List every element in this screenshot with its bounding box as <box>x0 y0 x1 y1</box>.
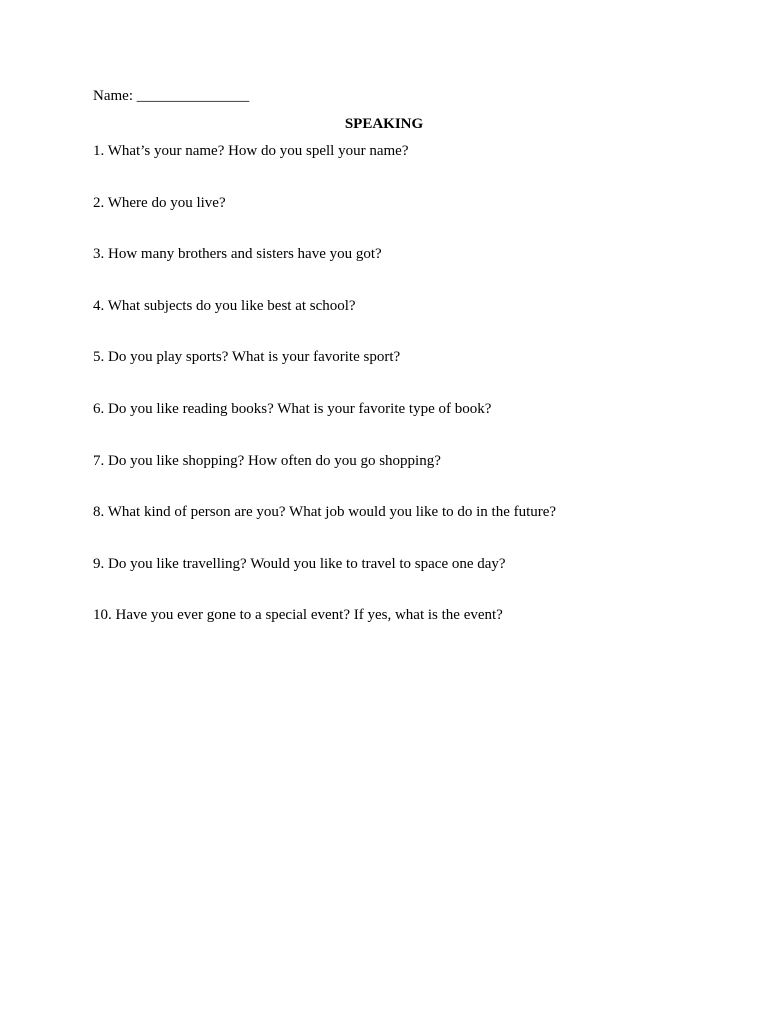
question-item: 2. Where do you live? <box>93 194 226 211</box>
question-item: 1. What’s your name? How do you spell your name? <box>93 143 409 159</box>
question-item: 9. Do you like travelling? Would you like to travel to space one day? <box>93 555 506 572</box>
question-item: 7. Do you like shopping? How often do you go shopping? <box>93 452 441 469</box>
question-item: 10. Have you ever gone to a special event? If yes, what is the event? <box>93 607 503 624</box>
question-item: 6. Do you like reading books? What is your favorite type of book? <box>93 400 492 417</box>
name-label: Name: <box>93 88 133 104</box>
question-item: 4. What subjects do you like best at school? <box>93 297 356 314</box>
question-list <box>93 141 556 657</box>
question-item: 8. What kind of person are you? What job would you like to do in the future? <box>93 504 557 521</box>
question-item: 3. How many brothers and sisters have you got? <box>93 246 382 263</box>
name-field <box>93 86 249 106</box>
name-blank: _______________ <box>136 88 250 104</box>
page-title: SPEAKING <box>344 116 424 132</box>
question-item: 5. Do you play sports? What is your favorite sport? <box>93 349 401 366</box>
